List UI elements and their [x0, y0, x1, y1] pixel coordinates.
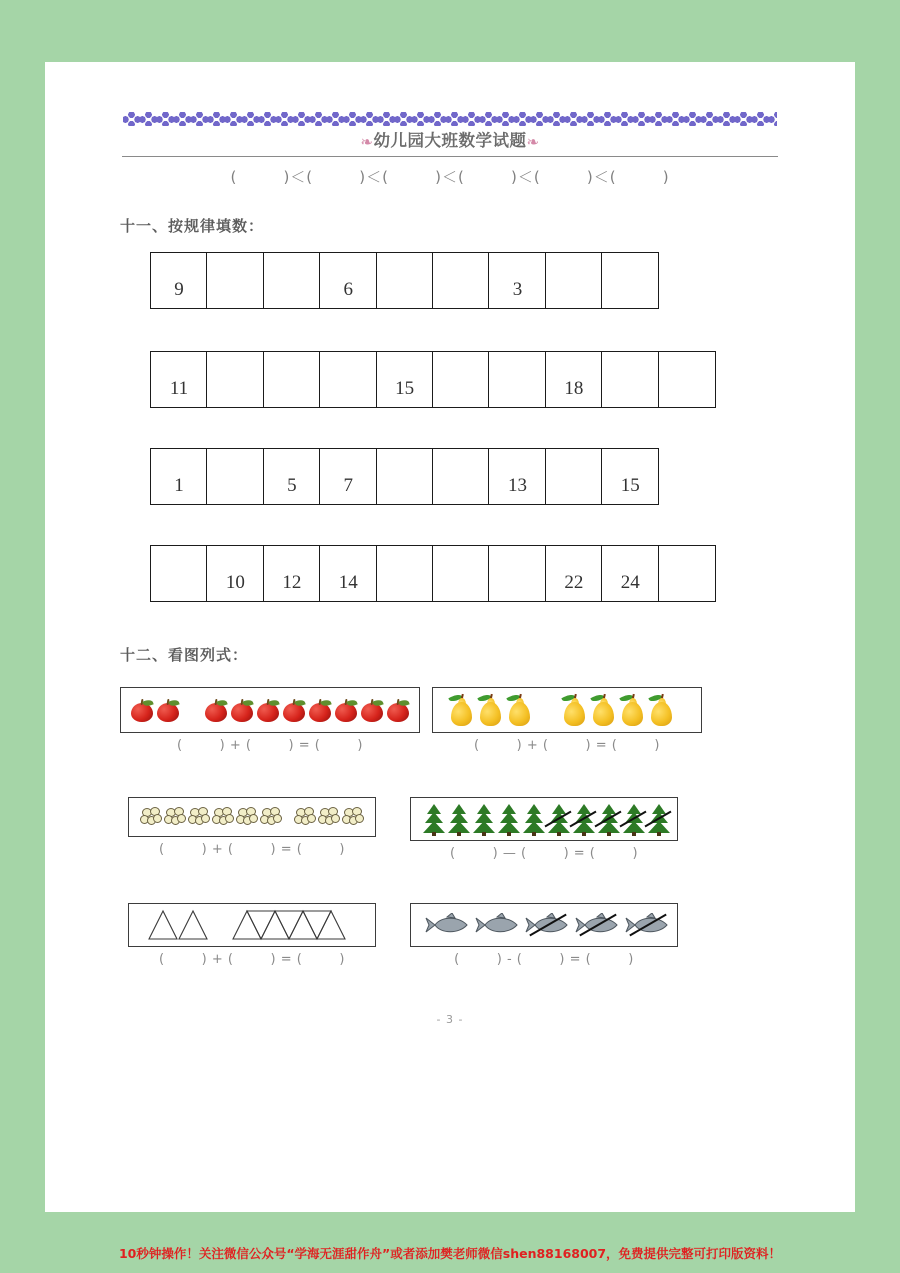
flower-cluster-icon [318, 807, 340, 827]
picture-problem-pears [432, 687, 702, 753]
page-title-text: 幼儿园大班数学试题 [373, 131, 527, 150]
grid-cell[interactable] [263, 252, 321, 309]
apple-icon [360, 698, 384, 722]
apple-panel [120, 687, 420, 733]
grid-cell[interactable] [432, 351, 490, 408]
tree-icon-crossed-out [572, 802, 595, 836]
apple-group-b [203, 698, 411, 722]
fish-icon-crossed-out [575, 913, 621, 937]
pear-icon [478, 694, 503, 726]
triangle-panel [128, 903, 376, 947]
triangle-equation-blanks[interactable]: ( ) + ( ) = ( ) [159, 952, 345, 967]
picture-problem-row-1 [120, 687, 780, 753]
apple-icon [130, 698, 154, 722]
tree-icon-crossed-out [597, 802, 620, 836]
grid-cell[interactable]: 15 [601, 448, 659, 505]
grid-cell[interactable] [658, 351, 716, 408]
tree-panel [410, 797, 678, 841]
grid-cell[interactable]: 15 [376, 351, 434, 408]
flower-cluster-icon [342, 807, 364, 827]
apple-icon [256, 698, 280, 722]
tree-equation-blanks[interactable]: ( ) — ( ) = ( ) [449, 846, 639, 861]
grid-cell[interactable]: 22 [545, 545, 603, 602]
grid-cell[interactable] [376, 448, 434, 505]
fish-panel [410, 903, 678, 947]
triangle-group-svg [137, 905, 367, 945]
fish-icon [475, 913, 521, 937]
flower-group-b [293, 807, 365, 827]
pear-icon [620, 694, 645, 726]
grid-cell[interactable] [432, 448, 490, 505]
flower-cluster-icon [212, 807, 234, 827]
grid-cell[interactable]: 18 [545, 351, 603, 408]
flower-cluster-icon [188, 807, 210, 827]
picture-problem-trees [410, 797, 678, 861]
grid-cell[interactable]: 12 [263, 545, 321, 602]
grid-cell[interactable] [376, 545, 434, 602]
grid-cell[interactable]: 5 [263, 448, 321, 505]
grid-cell[interactable] [150, 545, 208, 602]
grid-cell[interactable] [658, 545, 716, 602]
apple-group-a [129, 698, 181, 722]
grid-cell[interactable] [601, 252, 659, 309]
grid-cell[interactable] [601, 351, 659, 408]
flower-equation-blanks[interactable]: ( ) + ( ) = ( ) [159, 842, 345, 857]
tree-icon [472, 802, 495, 836]
pear-icon [649, 694, 674, 726]
picture-problem-fish [410, 903, 678, 967]
pear-group-b [560, 694, 676, 726]
section-heading-12: 十二、看图列式： [120, 646, 249, 664]
pear-icon [591, 694, 616, 726]
tree-icon [447, 802, 470, 836]
flower-cluster-icon [164, 807, 186, 827]
number-grid-1 [150, 252, 780, 309]
grid-cell[interactable]: 24 [601, 545, 659, 602]
grid-cell[interactable] [206, 351, 264, 408]
pear-icon [449, 694, 474, 726]
title-divider [122, 156, 778, 157]
fish-icon [425, 913, 471, 937]
tree-icon-crossed-out [647, 802, 670, 836]
pear-equation-blanks[interactable]: ( ) + ( ) = ( ) [474, 738, 660, 753]
tree-icon-crossed-out [547, 802, 570, 836]
apple-icon [156, 698, 180, 722]
pear-icon [507, 694, 532, 726]
tree-icon [522, 802, 545, 836]
decorative-dot-border [123, 110, 777, 126]
picture-problem-row-3 [120, 903, 780, 967]
paper-content [120, 110, 780, 1026]
flower-panel [128, 797, 376, 837]
pear-icon [562, 694, 587, 726]
picture-problem-row-2 [120, 797, 780, 861]
number-grid-4 [150, 545, 780, 602]
picture-problem-flowers [128, 797, 376, 861]
grid-cell[interactable] [545, 448, 603, 505]
rose-ornament-left-icon: ❧ [360, 133, 374, 151]
grid-cell[interactable]: 7 [319, 448, 377, 505]
grid-cell[interactable] [432, 545, 490, 602]
picture-problem-triangles [128, 903, 376, 967]
grid-cell[interactable] [206, 448, 264, 505]
grid-cell[interactable] [319, 351, 377, 408]
apple-icon [204, 698, 228, 722]
picture-problem-apples [120, 687, 420, 753]
grid-cell[interactable] [488, 351, 546, 408]
number-grids [120, 252, 780, 602]
promo-banner-text: 10秒钟操作！关注微信公众号“学海无涯甜作舟”或者添加樊老师微信shen88168007，免费提供完整可打印版资料！ [118, 1246, 782, 1261]
apple-icon [282, 698, 306, 722]
grid-cell[interactable] [206, 252, 264, 309]
grid-cell[interactable]: 1 [150, 448, 208, 505]
grid-cell[interactable] [432, 252, 490, 309]
apple-icon [308, 698, 332, 722]
number-grid-2 [150, 351, 780, 408]
grid-cell[interactable]: 13 [488, 448, 546, 505]
grid-cell[interactable] [488, 545, 546, 602]
tree-icon [497, 802, 520, 836]
grid-cell[interactable]: 3 [488, 252, 546, 309]
tree-group [421, 802, 671, 836]
flower-group-a [139, 807, 283, 827]
flower-cluster-icon [140, 807, 162, 827]
pear-panel [432, 687, 702, 733]
fish-icon-crossed-out [625, 913, 671, 937]
flower-cluster-icon [294, 807, 316, 827]
tree-icon [422, 802, 445, 836]
page-title [120, 128, 780, 154]
grid-cell[interactable]: 9 [150, 252, 208, 309]
grid-cell[interactable]: 14 [319, 545, 377, 602]
flower-cluster-icon [260, 807, 282, 827]
grid-cell[interactable]: 11 [150, 351, 208, 408]
grid-cell[interactable]: 6 [319, 252, 377, 309]
fish-equation-blanks[interactable]: ( ) - ( ) = ( ) [454, 952, 634, 967]
grid-cell[interactable] [376, 252, 434, 309]
rose-ornament-right-icon: ❧ [526, 133, 540, 151]
apple-icon [386, 698, 410, 722]
tree-icon-crossed-out [622, 802, 645, 836]
apple-equation-blanks[interactable]: ( ) + ( ) = ( ) [177, 738, 363, 753]
fish-icon-crossed-out [525, 913, 571, 937]
apple-icon [230, 698, 254, 722]
grid-cell[interactable] [545, 252, 603, 309]
fish-group [423, 913, 673, 937]
flower-cluster-icon [236, 807, 258, 827]
compare-blanks-line[interactable]: ( )＜( )＜( )＜( )＜( )＜( ) [230, 168, 670, 186]
grid-cell[interactable]: 10 [206, 545, 264, 602]
apple-icon [334, 698, 358, 722]
section-heading-11: 十一、按规律填数： [120, 217, 265, 235]
grid-cell[interactable] [263, 351, 321, 408]
paper-sheet [45, 62, 855, 1212]
pear-group-a [447, 694, 534, 726]
number-grid-3 [150, 448, 780, 505]
page-number: - 3 - [436, 1013, 464, 1026]
